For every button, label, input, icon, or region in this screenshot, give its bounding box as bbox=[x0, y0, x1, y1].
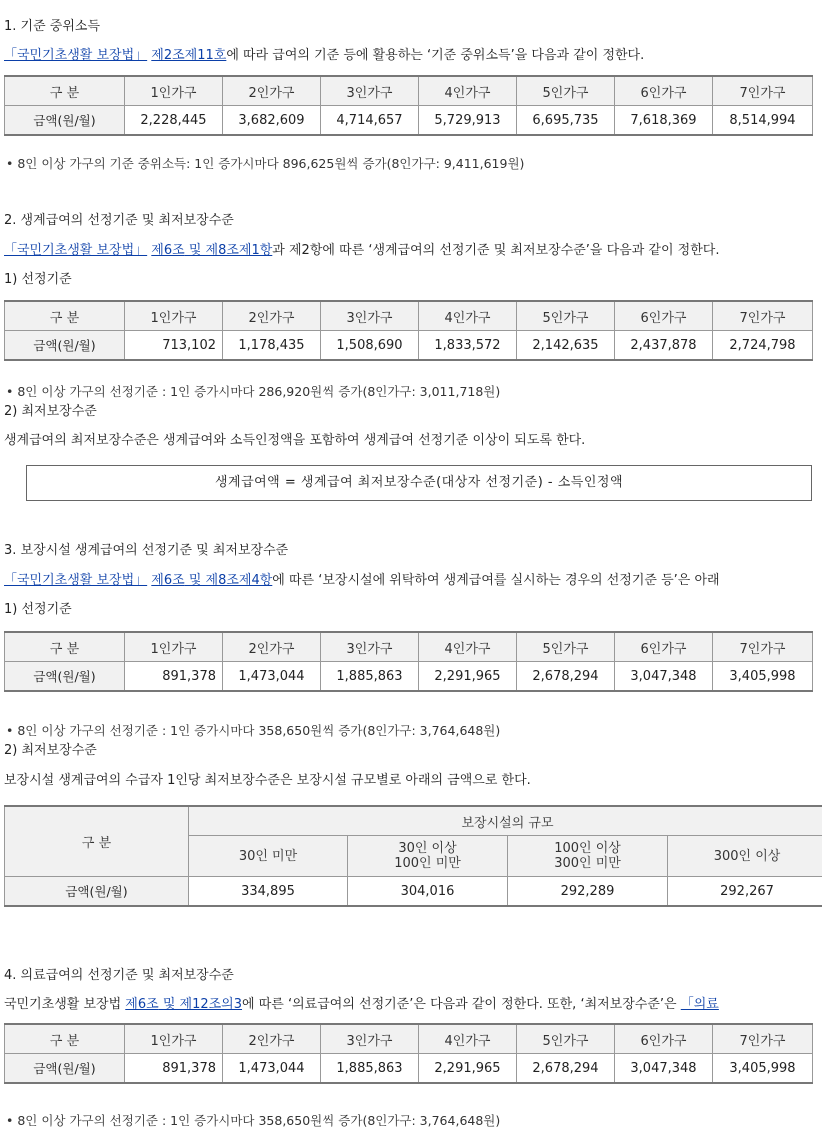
header-cell: 1인가구 bbox=[125, 1024, 223, 1054]
row-label: 금액(원/월) bbox=[5, 1054, 125, 1084]
article-link[interactable]: 제8조제4항 bbox=[205, 573, 273, 588]
section-3-note: • 8인 이상 가구의 선정기준 : 1인 증가시마다 358,650원씩 증가(8인가구: 3,764,648원) bbox=[6, 723, 501, 738]
header-cell: 7인가구 bbox=[713, 632, 813, 662]
value-cell: 2,291,965 bbox=[419, 1054, 517, 1084]
header-line: 300인 이상 bbox=[713, 848, 781, 864]
header-cell: 7인가구 bbox=[713, 76, 813, 106]
formula-box: 생계급여액 = 생계급여 최저보장수준(대상자 선정기준) - 소득인정액 bbox=[26, 465, 812, 501]
header-cell: 구 분 bbox=[5, 76, 125, 106]
article-link[interactable]: 제6조 bbox=[151, 243, 185, 258]
intro-text: 에 따른 ‘의료급여의 선정기준’은 다음과 같이 정한다. 또한, ‘최저보장수준’은 bbox=[242, 997, 681, 1012]
value-cell: 3,682,609 bbox=[223, 106, 321, 136]
section-4-intro bbox=[4, 996, 719, 1014]
table-row bbox=[5, 877, 822, 907]
header-cell: 6인가구 bbox=[615, 301, 713, 331]
value-cell: 2,678,294 bbox=[517, 1054, 615, 1084]
value-cell: 1,508,690 bbox=[321, 331, 419, 361]
facility-criteria-table bbox=[4, 631, 813, 692]
corner-cell: 구 분 bbox=[5, 806, 189, 877]
header-cell: 2인가구 bbox=[223, 632, 321, 662]
header-cell: 1인가구 bbox=[125, 301, 223, 331]
section-3-sub1: 1) 선정기준 bbox=[4, 602, 72, 617]
value-cell: 2,228,445 bbox=[125, 106, 223, 136]
header-cell: 2인가구 bbox=[223, 1024, 321, 1054]
header-cell bbox=[668, 836, 822, 877]
value-cell: 1,885,863 bbox=[321, 662, 419, 692]
intro-text: 국민기초생활 보장법 bbox=[4, 997, 126, 1012]
header-cell: 3인가구 bbox=[321, 301, 419, 331]
article-link[interactable]: 제6조 bbox=[125, 997, 159, 1012]
table-header-row bbox=[5, 632, 813, 662]
facility-size-table bbox=[4, 805, 822, 907]
section-4-heading: 4. 의료급여의 선정기준 및 최저보장수준 bbox=[4, 968, 234, 983]
law-link[interactable]: 「국민기초생활 보장법」 bbox=[4, 243, 148, 258]
table-header-row bbox=[5, 301, 813, 331]
value-cell: 891,378 bbox=[125, 1054, 223, 1084]
section-3-intro bbox=[4, 572, 720, 590]
header-cell: 7인가구 bbox=[713, 1024, 813, 1054]
header-cell: 5인가구 bbox=[517, 1024, 615, 1054]
header-cell: 6인가구 bbox=[615, 76, 713, 106]
row-label: 금액(원/월) bbox=[5, 877, 189, 907]
row-label: 금액(원/월) bbox=[5, 106, 125, 136]
header-cell bbox=[508, 836, 668, 877]
value-cell: 334,895 bbox=[189, 877, 348, 907]
value-cell: 1,833,572 bbox=[419, 331, 517, 361]
section-2-sub2: 2) 최저보장수준 bbox=[4, 404, 97, 419]
article-link[interactable]: 제6조 bbox=[151, 573, 185, 588]
header-cell bbox=[189, 836, 348, 877]
value-cell: 713,102 bbox=[125, 331, 223, 361]
intro-text: 과 제2항에 따른 ‘생계급여의 선정기준 및 최저보장수준’을 다음과 같이 정한다. bbox=[272, 243, 720, 258]
value-cell: 8,514,994 bbox=[713, 106, 813, 136]
row-label: 금액(원/월) bbox=[5, 662, 125, 692]
value-cell: 292,267 bbox=[668, 877, 822, 907]
law-link[interactable]: 「국민기초생활 보장법」 bbox=[4, 573, 148, 588]
header-line: 30인 미만 bbox=[238, 848, 298, 864]
table-header-row bbox=[5, 1024, 813, 1054]
header-cell: 구 분 bbox=[5, 1024, 125, 1054]
header-cell: 4인가구 bbox=[419, 301, 517, 331]
and-link[interactable]: 및 bbox=[184, 573, 206, 588]
header-cell bbox=[348, 836, 508, 877]
header-line: 300인 미만 bbox=[554, 856, 621, 871]
value-cell: 304,016 bbox=[348, 877, 508, 907]
section-4-note: • 8인 이상 가구의 선정기준 : 1인 증가시마다 358,650원씩 증가(8인가구: 3,764,648원) bbox=[6, 1113, 501, 1128]
row-label: 금액(원/월) bbox=[5, 331, 125, 361]
value-cell: 5,729,913 bbox=[419, 106, 517, 136]
header-line: 100인 미만 bbox=[394, 856, 461, 871]
table-row bbox=[5, 331, 813, 361]
law-link[interactable]: 「국민기초생활 보장법」 bbox=[4, 48, 148, 63]
value-cell: 1,473,044 bbox=[223, 662, 321, 692]
header-cell: 3인가구 bbox=[321, 632, 419, 662]
value-cell: 4,714,657 bbox=[321, 106, 419, 136]
value-cell: 1,885,863 bbox=[321, 1054, 419, 1084]
and-link[interactable]: 및 bbox=[158, 997, 180, 1012]
value-cell: 2,437,878 bbox=[615, 331, 713, 361]
section-3-heading: 3. 보장시설 생계급여의 선정기준 및 최저보장수준 bbox=[4, 543, 289, 558]
intro-text: 에 따른 ‘보장시설에 위탁하여 생계급여를 실시하는 경우의 선정기준 등’은 아래 bbox=[272, 573, 720, 588]
header-cell: 6인가구 bbox=[615, 632, 713, 662]
value-cell: 891,378 bbox=[125, 662, 223, 692]
table-row bbox=[5, 662, 813, 692]
header-cell: 5인가구 bbox=[517, 301, 615, 331]
section-3-sub2: 2) 최저보장수준 bbox=[4, 743, 97, 758]
table-row bbox=[5, 1054, 813, 1084]
table-header-row bbox=[5, 76, 813, 106]
value-cell: 1,473,044 bbox=[223, 1054, 321, 1084]
medical-criteria-table bbox=[4, 1023, 813, 1084]
section-2-heading: 2. 생계급여의 선정기준 및 최저보장수준 bbox=[4, 213, 234, 228]
header-cell: 5인가구 bbox=[517, 632, 615, 662]
article-link[interactable]: 제12조의3 bbox=[179, 997, 243, 1012]
header-cell: 5인가구 bbox=[517, 76, 615, 106]
livelihood-criteria-table bbox=[4, 300, 813, 361]
header-cell: 1인가구 bbox=[125, 76, 223, 106]
header-cell: 구 분 bbox=[5, 301, 125, 331]
header-cell: 4인가구 bbox=[419, 632, 517, 662]
table-header-row bbox=[5, 806, 822, 836]
group-header-cell: 보장시설의 규모 bbox=[189, 806, 822, 836]
value-cell: 7,618,369 bbox=[615, 106, 713, 136]
intro-text: 에 따라 급여의 기준 등에 활용하는 ‘기준 중위소득’을 다음과 같이 정한다. bbox=[226, 48, 645, 63]
header-cell: 3인가구 bbox=[321, 76, 419, 106]
header-cell: 2인가구 bbox=[223, 301, 321, 331]
header-cell: 2인가구 bbox=[223, 76, 321, 106]
header-cell: 6인가구 bbox=[615, 1024, 713, 1054]
value-cell: 3,405,998 bbox=[713, 662, 813, 692]
table-row bbox=[5, 106, 813, 136]
value-cell: 6,695,735 bbox=[517, 106, 615, 136]
header-cell: 3인가구 bbox=[321, 1024, 419, 1054]
value-cell: 3,047,348 bbox=[615, 662, 713, 692]
header-cell: 4인가구 bbox=[419, 1024, 517, 1054]
value-cell: 292,289 bbox=[508, 877, 668, 907]
header-cell: 7인가구 bbox=[713, 301, 813, 331]
section-2-sub1: 1) 선정기준 bbox=[4, 272, 72, 287]
value-cell: 3,047,348 bbox=[615, 1054, 713, 1084]
header-cell: 4인가구 bbox=[419, 76, 517, 106]
header-cell: 구 분 bbox=[5, 632, 125, 662]
value-cell: 2,142,635 bbox=[517, 331, 615, 361]
section-2-note: • 8인 이상 가구의 선정기준 : 1인 증가시마다 286,920원씩 증가(8인가구: 3,011,718원) bbox=[6, 384, 501, 399]
value-cell: 1,178,435 bbox=[223, 331, 321, 361]
article-link[interactable]: 제2조제11호 bbox=[151, 48, 227, 63]
section-1-note: • 8인 이상 가구의 기준 중위소득: 1인 증가시마다 896,625원씩 증가(8인가구: 9,411,619원) bbox=[6, 156, 525, 171]
median-income-table bbox=[4, 75, 813, 136]
law-link[interactable]: 「의료 bbox=[680, 997, 719, 1012]
header-cell: 1인가구 bbox=[125, 632, 223, 662]
value-cell: 3,405,998 bbox=[713, 1054, 813, 1084]
and-link[interactable]: 및 bbox=[184, 243, 206, 258]
header-line: 30인 이상 bbox=[398, 841, 457, 856]
section-2-desc: 생계급여의 최저보장수준은 생계급여와 소득인정액을 포함하여 생계급여 선정기준 이상이 되도록 한다. bbox=[4, 433, 586, 448]
section-3-desc: 보장시설 생계급여의 수급자 1인당 최저보장수준은 보장시설 규모별로 아래의 금액으로 한다. bbox=[4, 773, 531, 788]
article-link[interactable]: 제8조제1항 bbox=[205, 243, 273, 258]
section-2-intro bbox=[4, 242, 719, 260]
value-cell: 2,678,294 bbox=[517, 662, 615, 692]
value-cell: 2,724,798 bbox=[713, 331, 813, 361]
header-line: 100인 이상 bbox=[554, 841, 621, 856]
section-1-heading: 1. 기준 중위소득 bbox=[4, 19, 101, 34]
section-1-intro bbox=[4, 47, 644, 65]
value-cell: 2,291,965 bbox=[419, 662, 517, 692]
